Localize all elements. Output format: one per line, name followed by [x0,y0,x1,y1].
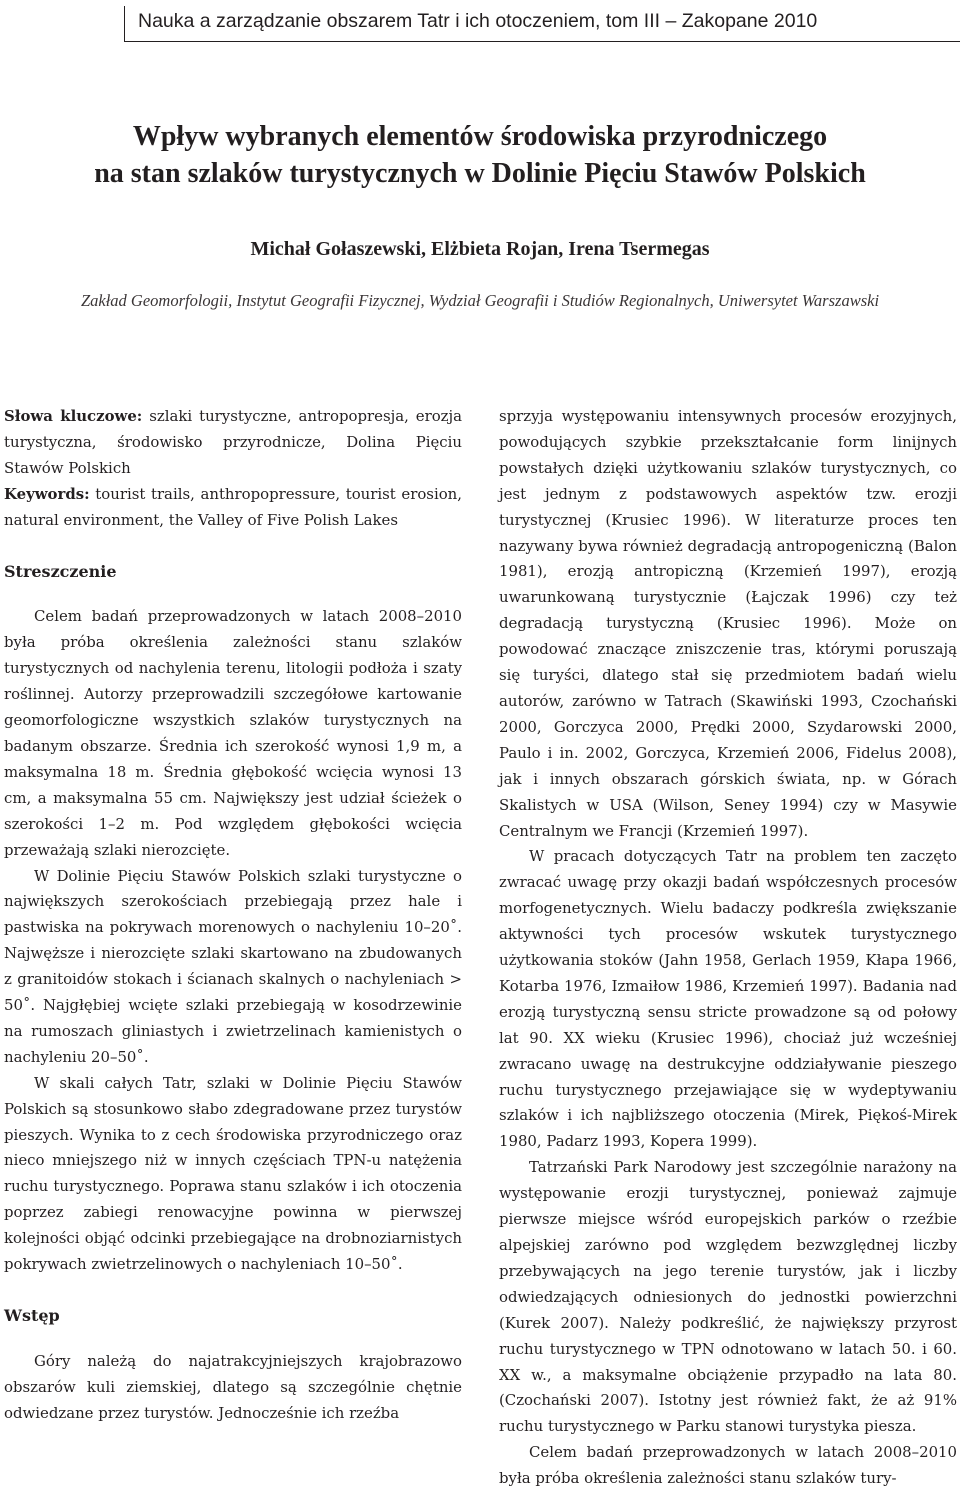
abstract-heading: Streszczenie [4,561,117,581]
left-column [4,404,462,1427]
title-line-2: na stan szlaków turystycznych w Dolinie Pięciu Stawów Polskich [94,158,866,189]
affiliation: Zakład Geomorfologii, Instytut Geografii Fizycznej, Wydział Geografii i Studiów Regionalnych, Uniwersytet Warszawski [80,291,880,310]
body-paragraph-2: W pracach dotyczących Tatr na problem ten zaczęto zwracać uwagę przy okazji badań współczesnych procesów morfogenetycznych. Wielu badaczy podkreśla zwiększanie aktywności tych procesów wskutek turystycznego użytkowania stoków (Jahn 1958, Gerlach 1959, Kłapa 1966, Kotarba 1976, Izmaiłow 1986, Krzemień 1997). Badania nad erozją turystyczną sensu stricte prowadzone są od połowy lat 90. XX wieku (Krusiec 1996), chociaż już wcześniej zwracano uwagę na destrukcyjne oddziaływanie pieszego ruchu turystycznego przejawiające się w wydeptywaniu szlaków i ich najbliższego otoczenia (Mirek, Piękoś-Mirek 1980, Padarz 1993, Kopera 1999). [499,847,957,1151]
authors: Michał Gołaszewski, Elżbieta Rojan, Irena Tsermegas [250,238,710,260]
right-column [499,404,957,1492]
body-paragraph-1: sprzyja występowaniu intensywnych procesów erozyjnych, powodujących szybkie przekształcanie form linijnych powstałych dzięki użytkowaniu szlaków turystycznych, co jest jednym z podstawowych aspektów tzw. erozji turystycznej (Krusiec 1996). W literaturze proces ten nazywany bywa również degradacją antropogeniczną (Balon 1981), erozją antropiczną (Krzemień 1997), erozją uwarunkowaną turystycznie (Łajczak 1996) czy też degradacją turystyczną (Krusiec 1996). Może on powodować znaczące zniszczenie tras, którymi poruszają się turyści, dlatego stał się przedmiotem badań wielu autorów, zarówno w Tatrach (Skawiński 1993, Czochański 2000, Gorczyca 2000, Prędki 2000, Szydarowski 2000, Paulo i in. 2002, Gorczyca, Krzemień 2006, Fidelus 2008), jak i innych obszarach górskich świata, np. w Górach Skalistych w USA (Wilson, Seney 1994) czy w Masywie Centralnym we Francji (Krzemień 1997). [499,407,957,840]
running-header: Nauka a zarządzanie obszarem Tatr i ich otoczeniem, tom III – Zakopane 2010 [138,10,818,32]
abstract-paragraph-2: W Dolinie Pięciu Stawów Polskich szlaki turystyczne o największych szerokościach przebiegają przez hale i pastwiska na pokrywach morenowych o nachyleniu 10–20˚. Najwęższe i nierozcięte szlaki skartowano na zbudowanych z granitoidów stokach i ścianach skalnych o nachyleniach > 50˚. Najgłębiej wcięte szlaki przebiegają w kosodrzewinie na rumoszach gliniastych i zwietrzelinach kamienistych o nachyleniu 20–50˚. [4,866,462,1066]
keywords-en-text: tourist trails, anthropopressure, tourist erosion, natural environment, the Valley of Five Polish Lakes [4,484,462,529]
body-paragraph-4: Celem badań przeprowadzonych w latach 2008–2010 była próba określenia zależności stanu szlaków tury- [499,1443,957,1488]
keywords-en-label: Keywords: [4,484,90,503]
keywords-pl [4,404,462,482]
intro-heading: Wstęp [4,1306,60,1325]
title-line-1: Wpływ wybranych elementów środowiska przyrodniczego [132,121,828,152]
keywords-en [4,482,462,534]
article-title [0,118,960,192]
keywords-pl-text: szlaki turystyczne, antropopresja, erozja turystyczna, środowisko przyrodnicze, Dolina Pięciu Stawów Polskich [4,407,462,477]
keywords-pl-label: Słowa kluczowe: [4,407,143,425]
abstract-paragraph-1: Celem badań przeprowadzonych w latach 2008–2010 była próba określenia zależności stanu szlaków turystycznych od nachylenia terenu, litologii podłoża i szaty roślinnej. Autorzy przeprowadzili szczegółowe kartowanie geomorfologiczne wszystkich szlaków turystycznych na badanym obszarze. Średnia ich szerokość wynosi 1,9 m, a maksymalna 18 m. Średnia głębokość wcięcia wynosi 13 cm, a maksymalna 55 cm. Największy jest udział ścieżek o szerokości 1–2 m. Pod względem głębokości wcięcia przeważają szlaki nierozcięte. [4,607,462,859]
body-paragraph-3: Tatrzański Park Narodowy jest szczególnie narażony na występowanie erozji turystycznej, ponieważ zajmuje pierwsze miejsce wśród europejskich parków o rzeźbie alpejskiej zarówno pod względem bezwzględnej liczby przebywających na jego terenie turystów, jak i liczby odwiedzających odniesionych do jednostki powierzchni (Kurek 2007). Należy podkreślić, że największy przyrost ruchu turystycznego w TPN odnotowano w latach 50. i 60. XX w., a maksymalne obciążenie przypadło na lata 80. (Czochański 2007). Istotny jest również fakt, że aż 91% ruchu turystycznego w Parku stanowi turystyka piesza. [499,1158,957,1436]
intro-paragraph-1: Góry należą do najatrakcyjniejszych krajobrazowo obszarów kuli ziemskiej, dlatego są szczególnie chętnie odwiedzane przez turystów. Jednocześnie ich rzeźba [4,1351,462,1422]
abstract-paragraph-3: W skali całych Tatr, szlaki w Dolinie Pięciu Stawów Polskich są stosunkowo słabo zdegradowane przez turystów pieszych. Wynika to z cech środowiska przyrodniczego oraz nieco mniejszego niż w innych częściach TPN-u natężenia ruchu turystycznego. Poprawa stanu szlaków i ich otoczenia poprzez zabiegi renowacyjne powinna w pierwszej kolejności objąć odcinki przebiegające na drobnoziarnistych pokrywach zwietrzelinowych o nachyleniach 10–50˚. [4,1073,462,1274]
